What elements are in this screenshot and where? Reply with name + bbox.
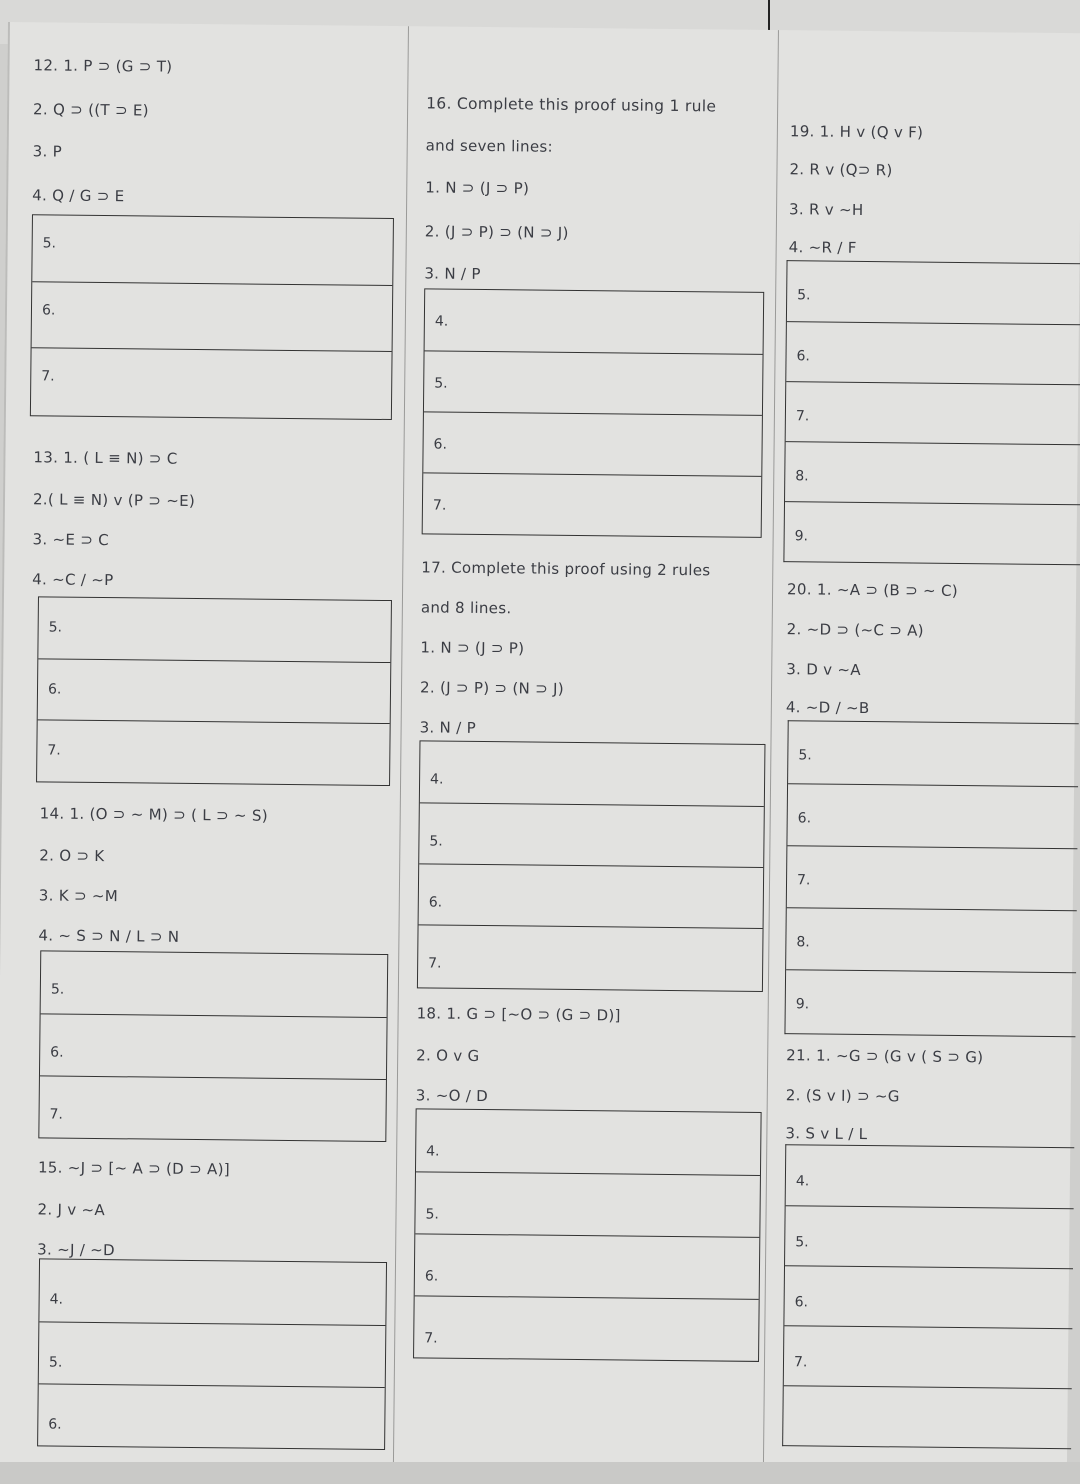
p17-row-4[interactable]: 4. — [430, 771, 444, 788]
p18-line-3: 3. ~O / D — [415, 1086, 489, 1106]
p20-row-5[interactable]: 5. — [798, 747, 812, 764]
p14-line-1: 14. 1. (O ⊃ ~ M) ⊃ ( L ⊃ ~ S) — [39, 804, 268, 825]
worksheet-page — [0, 22, 1080, 1473]
p20-line-4: 4. ~D / ~B — [785, 698, 870, 718]
p16-line-1: 16. Complete this proof using 1 rule — [426, 94, 717, 116]
p16-line-2: and seven lines: — [425, 136, 553, 156]
p20-answer-table — [784, 720, 1078, 1037]
p17-answer-table — [417, 740, 766, 992]
p15-line-3: 3. ~J / ~D — [37, 1240, 116, 1260]
p17-line-2: and 8 lines. — [420, 598, 512, 618]
p19-line-3: 3. R v ~H — [788, 200, 864, 219]
p15-row-4[interactable]: 4. — [49, 1291, 64, 1308]
p14-line-2: 2. O ⊃ K — [39, 846, 105, 866]
p21-row-6[interactable]: 6. — [784, 1265, 1073, 1328]
column-right — [763, 30, 1080, 1473]
p17-line-1: 17. Complete this proof using 2 rules — [421, 558, 711, 580]
p16-row-5[interactable]: 5. — [424, 350, 763, 415]
bottom-margin — [0, 1462, 1080, 1484]
p13-line-3: 3. ~E ⊃ C — [32, 530, 110, 550]
p20-line-3: 3. D v ~A — [786, 660, 861, 679]
p17-line-5: 3. N / P — [419, 718, 477, 737]
p12-answer-table — [30, 214, 394, 420]
p17-line-4: 2. (J ⊃ P) ⊃ (N ⊃ J) — [419, 678, 565, 698]
p17-line-3: 1. N ⊃ (J ⊃ P) — [420, 638, 525, 658]
p16-row-4[interactable]: 4. — [434, 313, 449, 330]
p19-line-4: 4. ~R / F — [788, 238, 857, 257]
p20-row-9[interactable]: 9. — [785, 969, 1076, 1034]
p12-row-5[interactable]: 5. — [42, 235, 57, 252]
p17-row-5[interactable]: 5. — [419, 802, 764, 867]
p16-answer-table — [422, 288, 765, 538]
p14-row-6[interactable]: 6. — [40, 1013, 387, 1079]
p15-line-1: 15. ~J ⊃ [~ A ⊃ (D ⊃ A)] — [37, 1158, 231, 1179]
p15-answer-table — [37, 1258, 387, 1450]
p20-line-2: 2. ~D ⊃ (~C ⊃ A) — [786, 620, 924, 640]
p21-line-3: 3. S v L / L — [785, 1124, 868, 1144]
p18-row-5[interactable]: 5. — [415, 1171, 760, 1237]
p18-row-4[interactable]: 4. — [426, 1143, 440, 1160]
p17-row-7[interactable]: 7. — [418, 924, 763, 989]
p12-line-4: 4. Q / G ⊃ E — [32, 186, 125, 206]
p17-row-6[interactable]: 6. — [419, 863, 764, 928]
p21-row-7[interactable]: 7. — [784, 1325, 1073, 1388]
p15-line-2: 2. J v ~A — [37, 1200, 106, 1220]
p16-line-4: 2. (J ⊃ P) ⊃ (N ⊃ J) — [424, 222, 569, 242]
p13-line-4: 4. ~C / ~P — [32, 570, 114, 590]
p21-answer-table — [782, 1144, 1074, 1449]
p12-line-1: 12. 1. P ⊃ (G ⊃ T) — [33, 56, 173, 76]
p16-row-6[interactable]: 6. — [423, 411, 762, 476]
p14-line-3: 3. K ⊃ ~M — [38, 886, 119, 906]
p20-row-7[interactable]: 7. — [787, 845, 1078, 910]
p19-row-9[interactable]: 9. — [784, 501, 1080, 564]
p20-row-6[interactable]: 6. — [787, 783, 1078, 848]
p19-row-7[interactable]: 7. — [786, 381, 1080, 444]
p13-line-2: 2.( L ≡ N) v (P ⊃ ~E) — [32, 490, 196, 510]
p19-answer-table — [783, 260, 1080, 565]
p13-row-5[interactable]: 5. — [48, 619, 63, 636]
p21-row-5[interactable]: 5. — [785, 1205, 1074, 1268]
p18-answer-table — [413, 1108, 762, 1362]
p15-row-5[interactable]: 5. — [39, 1321, 386, 1387]
p14-line-4: 4. ~ S ⊃ N / L ⊃ N — [38, 926, 180, 946]
p14-row-7[interactable]: 7. — [39, 1075, 386, 1141]
p12-row-7[interactable]: 7. — [31, 347, 392, 417]
p12-line-3: 3. P — [32, 142, 63, 161]
p19-row-8[interactable]: 8. — [785, 441, 1080, 504]
p21-row-blank[interactable] — [783, 1385, 1072, 1448]
p13-line-1: 13. 1. ( L ≡ N) ⊃ C — [33, 448, 178, 468]
p12-row-6[interactable]: 6. — [32, 281, 393, 351]
p21-line-2: 2. (S v I) ⊃ ~G — [785, 1086, 900, 1106]
p19-row-5[interactable]: 5. — [797, 287, 811, 304]
p18-line-2: 2. O v G — [416, 1046, 480, 1065]
p14-answer-table — [38, 950, 388, 1142]
p21-line-1: 21. 1. ~G ⊃ (G v ( S ⊃ G) — [786, 1046, 984, 1067]
p13-row-6[interactable]: 6. — [38, 658, 391, 723]
p16-line-3: 1. N ⊃ (J ⊃ P) — [425, 178, 530, 198]
p13-answer-table — [36, 596, 392, 786]
p12-line-2: 2. Q ⊃ ((T ⊃ E) — [32, 100, 149, 120]
p21-row-4[interactable]: 4. — [795, 1173, 810, 1190]
p16-row-7[interactable]: 7. — [423, 472, 762, 537]
p18-row-7[interactable]: 7. — [414, 1295, 759, 1361]
p19-line-2: 2. R v (Q⊃ R) — [789, 160, 893, 180]
p20-row-8[interactable]: 8. — [786, 907, 1077, 972]
p16-line-5: 3. N / P — [424, 264, 481, 283]
p19-line-1: 19. 1. H v (Q v F) — [789, 122, 924, 142]
p18-line-1: 18. 1. G ⊃ [~O ⊃ (G ⊃ D)] — [416, 1004, 621, 1025]
p18-row-6[interactable]: 6. — [415, 1233, 760, 1299]
p14-row-5[interactable]: 5. — [50, 981, 65, 998]
p20-line-1: 20. 1. ~A ⊃ (B ⊃ ~ C) — [787, 580, 959, 600]
p19-row-6[interactable]: 6. — [786, 321, 1080, 384]
p15-row-6[interactable]: 6. — [38, 1383, 385, 1449]
p13-row-7[interactable]: 7. — [37, 719, 390, 784]
column-middle — [393, 26, 781, 1470]
